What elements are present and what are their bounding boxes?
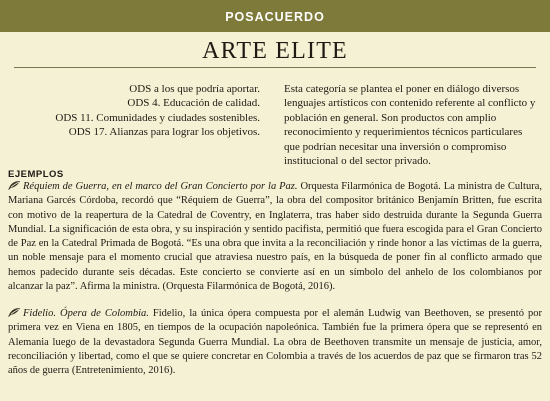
ods-item: ODS 17. Alianzas para lograr los objetivos. (68, 126, 260, 139)
example-title: Fidelio. Ópera de Colombia. (23, 308, 149, 319)
example-body: Fidelio, la única ópera compuesta por el alemán Ludwig van Beethoven, se presentó por primera vez en Viena en 1805, en tiempos de la ocupación napoleónica. También fue la primera ópera que se representó en Alemania luego de la devastadora Segunda Guerra Mundial. La obra de Beethoven transmite un mensaje de justicia, amor, reconciliación y libertad, como el que se quiere concretar en Colombia a través de los acuerdos de paz que se firmaron tras 52 años de guerra (Entretenimiento, 2016). (8, 308, 542, 377)
ods-item: ODS 4. Educación de calidad. (127, 97, 260, 110)
category-description: Esta categoría se plantea el poner en diálogo diversos lenguajes artísticos con contenido referente al conflicto y población en general. Son productos con amplio reconocimiento y requerimientos técnicos particulares que podrían necesitar una inversión o compromiso institucional o del sector privado. (284, 83, 536, 168)
example-item (8, 307, 542, 378)
example-body: Orquesta Filarmónica de Bogotá. La ministra de Cultura, Mariana Garcés Córdoba, recordó que “Réquiem de Guerra”, la obra del compositor británico Benjamín Britten, fue escrita con motivo de la reapertura de la Catedral de Coventry, en Inglaterra, tras haber sido destruida durante la Segunda Guerra Mundial. La significación de esta obra, y su inspiración y sentido pacifista, permitió que fuera escogida para el Gran Concierto de Paz en la Catedral Primada de Bogotá. “Es una obra que invita a la reconciliación y rinde honor a las víctimas de la guerra, un noble mensaje para el momento crucial que atraviesa nuestro país, en la búsqueda de poner fin al conflicto armado que hemos padecido durante seis décadas. Este concierto se convierte así en un símbolo del anhelo de los colombianos por alcanzar la paz”. Afirma la ministra. (Orquesta Filarmónica de Bogotá, 2016). (8, 181, 543, 293)
title-divider (14, 67, 536, 68)
page-title: ARTE ELITE (202, 38, 348, 64)
example-title: Réquiem de Guerra, en el marco del Gran Concierto por la Paz. (23, 181, 298, 192)
example-item (8, 180, 542, 294)
ods-item: ODS 11. Comunidades y ciudades sostenibles. (55, 111, 260, 124)
ods-item: ODS a los que podría aportar. (129, 83, 260, 95)
ods-list (10, 82, 260, 140)
leaf-bullet-icon (8, 180, 21, 190)
leaf-bullet-icon (8, 307, 21, 317)
section-kicker: POSACUERDO (225, 10, 325, 24)
examples-heading: EJEMPLOS (8, 169, 64, 180)
